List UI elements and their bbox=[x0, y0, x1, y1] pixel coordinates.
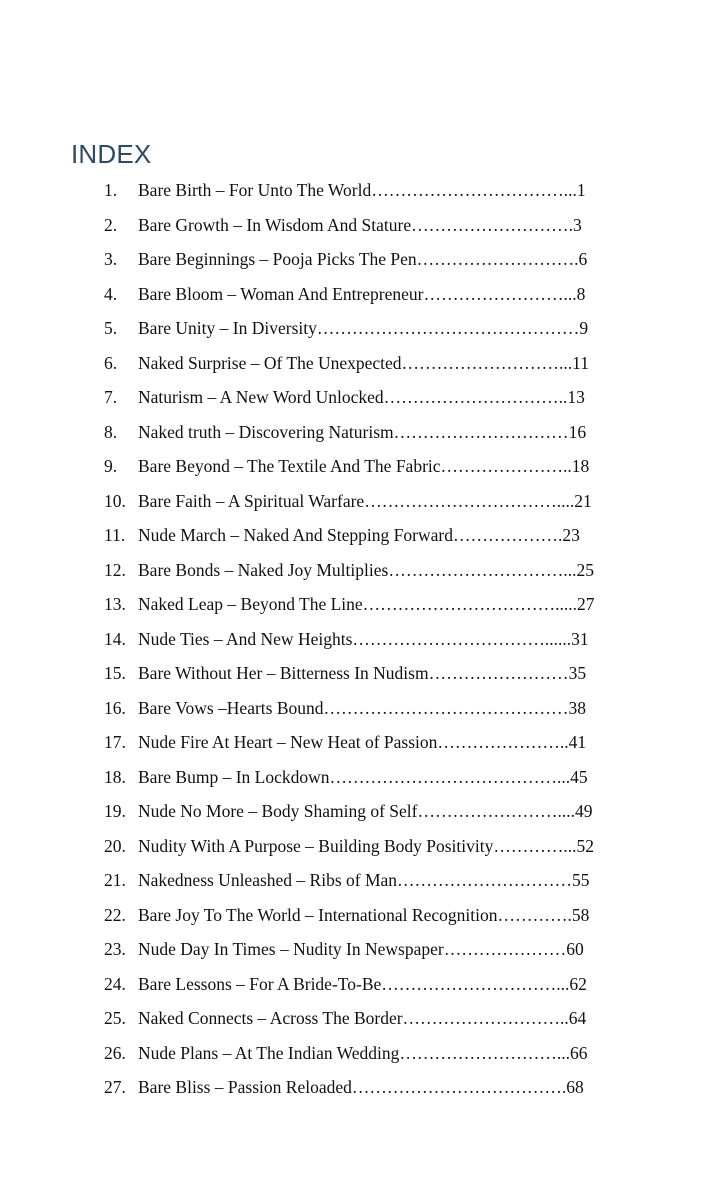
index-entry bbox=[0, 828, 726, 863]
entry-number: 6. bbox=[104, 352, 118, 373]
entry-number: 27. bbox=[104, 1077, 126, 1097]
index-entry bbox=[0, 1035, 726, 1070]
entry-text: Naked Leap – Beyond The Line…………………………….....27 bbox=[138, 594, 595, 614]
index-entry bbox=[0, 379, 726, 414]
entry-number: 13. bbox=[104, 594, 126, 614]
index-entry bbox=[0, 241, 726, 276]
entry-number: 22. bbox=[104, 904, 126, 925]
entry-number: 8. bbox=[104, 421, 118, 442]
index-entry bbox=[0, 586, 726, 621]
entry-text: Bare Beginnings – Pooja Picks The Pen……………………….6 bbox=[138, 249, 588, 269]
index-entry bbox=[0, 793, 726, 828]
entry-number: 23. bbox=[104, 939, 126, 959]
entry-number: 10. bbox=[104, 490, 126, 511]
entry-number: 7. bbox=[104, 387, 118, 407]
index-entry bbox=[0, 414, 726, 449]
entry-number: 25. bbox=[104, 1008, 126, 1028]
entry-text: Bare Bump – In Lockdown…………………………………...45 bbox=[138, 766, 588, 787]
entry-text: Bare Birth – For Unto The World……………………………...1 bbox=[138, 180, 586, 200]
entry-text: Bare Growth – In Wisdom And Stature……………………….3 bbox=[138, 214, 582, 235]
entry-number: 19. bbox=[104, 801, 126, 821]
entry-text: Bare Without Her – Bitterness In Nudism……………………35 bbox=[138, 663, 587, 683]
entry-number: 18. bbox=[104, 766, 126, 787]
entry-text: Nude Plans – At The Indian Wedding………………………...66 bbox=[138, 1042, 588, 1063]
entry-text: Nude Ties – And New Heights……………………………......31 bbox=[138, 628, 589, 649]
entry-text: Nudity With A Purpose – Building Body Positivity…………...52 bbox=[138, 835, 594, 856]
entry-text: Nude No More – Body Shaming of Self……………………....49 bbox=[138, 801, 593, 821]
index-entry bbox=[0, 655, 726, 690]
index-entry bbox=[0, 862, 726, 897]
entry-number: 14. bbox=[104, 628, 126, 649]
entry-number: 15. bbox=[104, 663, 126, 683]
entry-number: 1. bbox=[104, 180, 118, 200]
index-entry bbox=[0, 966, 726, 1001]
index-entry bbox=[0, 517, 726, 552]
entry-text: Bare Unity – In Diversity………………………………………9 bbox=[138, 318, 589, 338]
index-entry bbox=[0, 1000, 726, 1035]
entry-text: Bare Beyond – The Textile And The Fabric…………………..18 bbox=[138, 456, 590, 476]
entry-number: 12. bbox=[104, 559, 126, 580]
index-entry bbox=[0, 759, 726, 794]
entry-number: 26. bbox=[104, 1042, 126, 1063]
entry-text: Naturism – A New Word Unlocked…………………………..13 bbox=[138, 387, 585, 407]
entry-text: Nude March – Naked And Stepping Forward……………….23 bbox=[138, 525, 580, 545]
entry-number: 4. bbox=[104, 283, 118, 304]
entry-number: 20. bbox=[104, 835, 126, 856]
entry-text: Bare Lessons – For A Bride-To-Be…………………………...62 bbox=[138, 973, 587, 994]
entry-number: 16. bbox=[104, 697, 126, 718]
entry-text: Bare Bloom – Woman And Entrepreneur……………………...8 bbox=[138, 283, 586, 304]
index-heading: INDEX bbox=[71, 139, 152, 169]
entry-number: 2. bbox=[104, 214, 118, 235]
index-entry bbox=[0, 483, 726, 518]
index-entry bbox=[0, 621, 726, 656]
entry-text: Naked truth – Discovering Naturism…………………………16 bbox=[138, 421, 587, 442]
entry-text: Bare Faith – A Spiritual Warfare……………………………....21 bbox=[138, 490, 592, 511]
entry-text: Naked Surprise – Of The Unexpected………………………...11 bbox=[138, 352, 590, 373]
entry-number: 11. bbox=[104, 525, 126, 545]
index-entry bbox=[0, 552, 726, 587]
entry-text: Bare Vows –Hearts Bound……………………………………38 bbox=[138, 697, 587, 718]
entry-text: Bare Joy To The World – International Recognition………….58 bbox=[138, 904, 590, 925]
entry-text: Nude Fire At Heart – New Heat of Passion…………………..41 bbox=[138, 732, 587, 752]
index-entry bbox=[0, 448, 726, 483]
index-entry bbox=[0, 276, 726, 311]
entry-number: 24. bbox=[104, 973, 126, 994]
entry-number: 3. bbox=[104, 249, 118, 269]
entry-number: 5. bbox=[104, 318, 118, 338]
entry-text: Naked Connects – Across The Border………………………..64 bbox=[138, 1008, 587, 1028]
entry-text: Nakedness Unleashed – Ribs of Man…………………………55 bbox=[138, 870, 590, 890]
entry-text: Bare Bliss – Passion Reloaded……………………………….68 bbox=[138, 1077, 584, 1097]
index-entry bbox=[0, 172, 726, 207]
index-entry bbox=[0, 897, 726, 932]
entry-number: 9. bbox=[104, 456, 118, 476]
entry-number: 17. bbox=[104, 732, 126, 752]
index-entry bbox=[0, 724, 726, 759]
index-entry bbox=[0, 690, 726, 725]
index-entry bbox=[0, 1069, 726, 1104]
index-entry bbox=[0, 310, 726, 345]
entry-text: Bare Bonds – Naked Joy Multiplies…………………………...25 bbox=[138, 559, 594, 580]
index-list bbox=[0, 172, 726, 1104]
index-entry bbox=[0, 345, 726, 380]
entry-number: 21. bbox=[104, 870, 126, 890]
index-entry bbox=[0, 931, 726, 966]
index-entry bbox=[0, 207, 726, 242]
entry-text: Nude Day In Times – Nudity In Newspaper…………………60 bbox=[138, 939, 584, 959]
